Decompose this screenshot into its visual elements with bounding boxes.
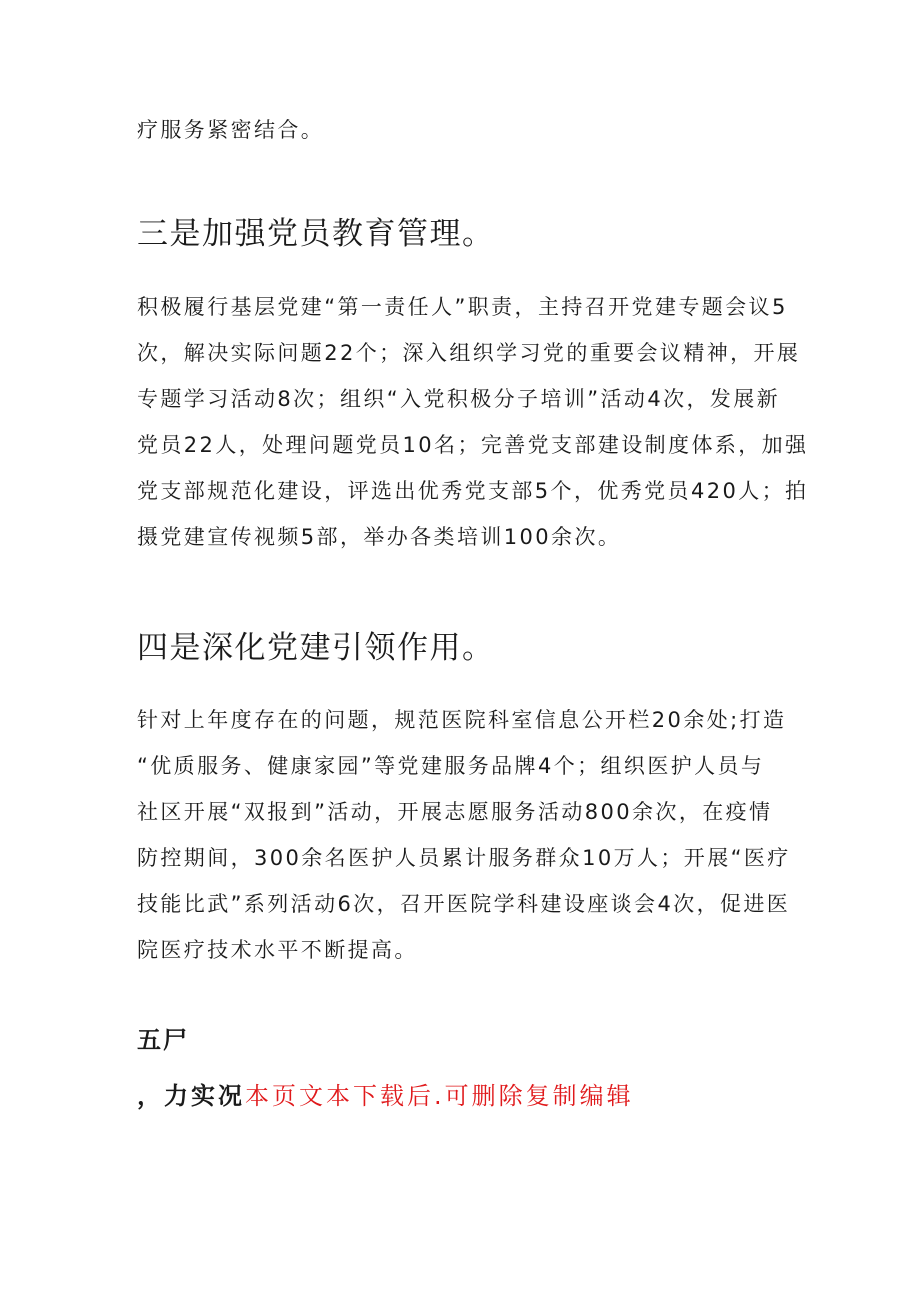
paragraph-line: 专题学习活动8次；组织“入党积极分子培训”活动4次，发展新 [137,387,781,411]
paragraph-line: 技能比武”系列活动6次，召开医院学科建设座谈会4次，促进医 [137,892,791,916]
section5-heading: 五尸 [137,1026,189,1054]
intro-tail-line: 疗服务紧密结合。 [137,118,325,142]
section3-heading: 三是加强党员教育管理。 [137,216,495,252]
paragraph-line: 摄党建宣传视频5部，举办各类培训100余次。 [137,525,622,549]
paragraph-line: 党支部规范化建设，评选出优秀党支部5个，优秀党员420人；拍 [137,479,809,503]
paragraph-line: 院医疗技术水平不断提高。 [137,938,418,962]
paragraph-line: 防控期间，300余名医护人员累计服务群众10万人；开展“医疗 [137,846,791,870]
download-notice-text: 本页文本下载后.可删除复制编辑 [245,1082,634,1110]
paragraph-line: 社区开展“双报到”活动，开展志愿服务活动800余次，在疫情 [137,800,773,824]
paragraph-line: “优质服务、健康家园”等党建服务品牌4个；组织医护人员与 [137,754,765,778]
section5-tail-line [137,1084,634,1108]
paragraph-line: 党员22人，处理问题党员10名；完善党支部建设制度体系，加强 [137,433,809,457]
section4-heading: 四是深化党建引领作用。 [137,630,495,666]
paragraph-line: 积极履行基层党建“第一责任人”职责，主持召开党建专题会议5 [137,295,788,319]
paragraph-line: 针对上年度存在的问题，规范医院科室信息公开栏20余处;打造 [137,708,787,732]
paragraph-line: 次，解决实际问题22个；深入组织学习党的重要会议精神，开展 [137,341,801,365]
section5-tail-text: ，力实况 [137,1082,245,1110]
